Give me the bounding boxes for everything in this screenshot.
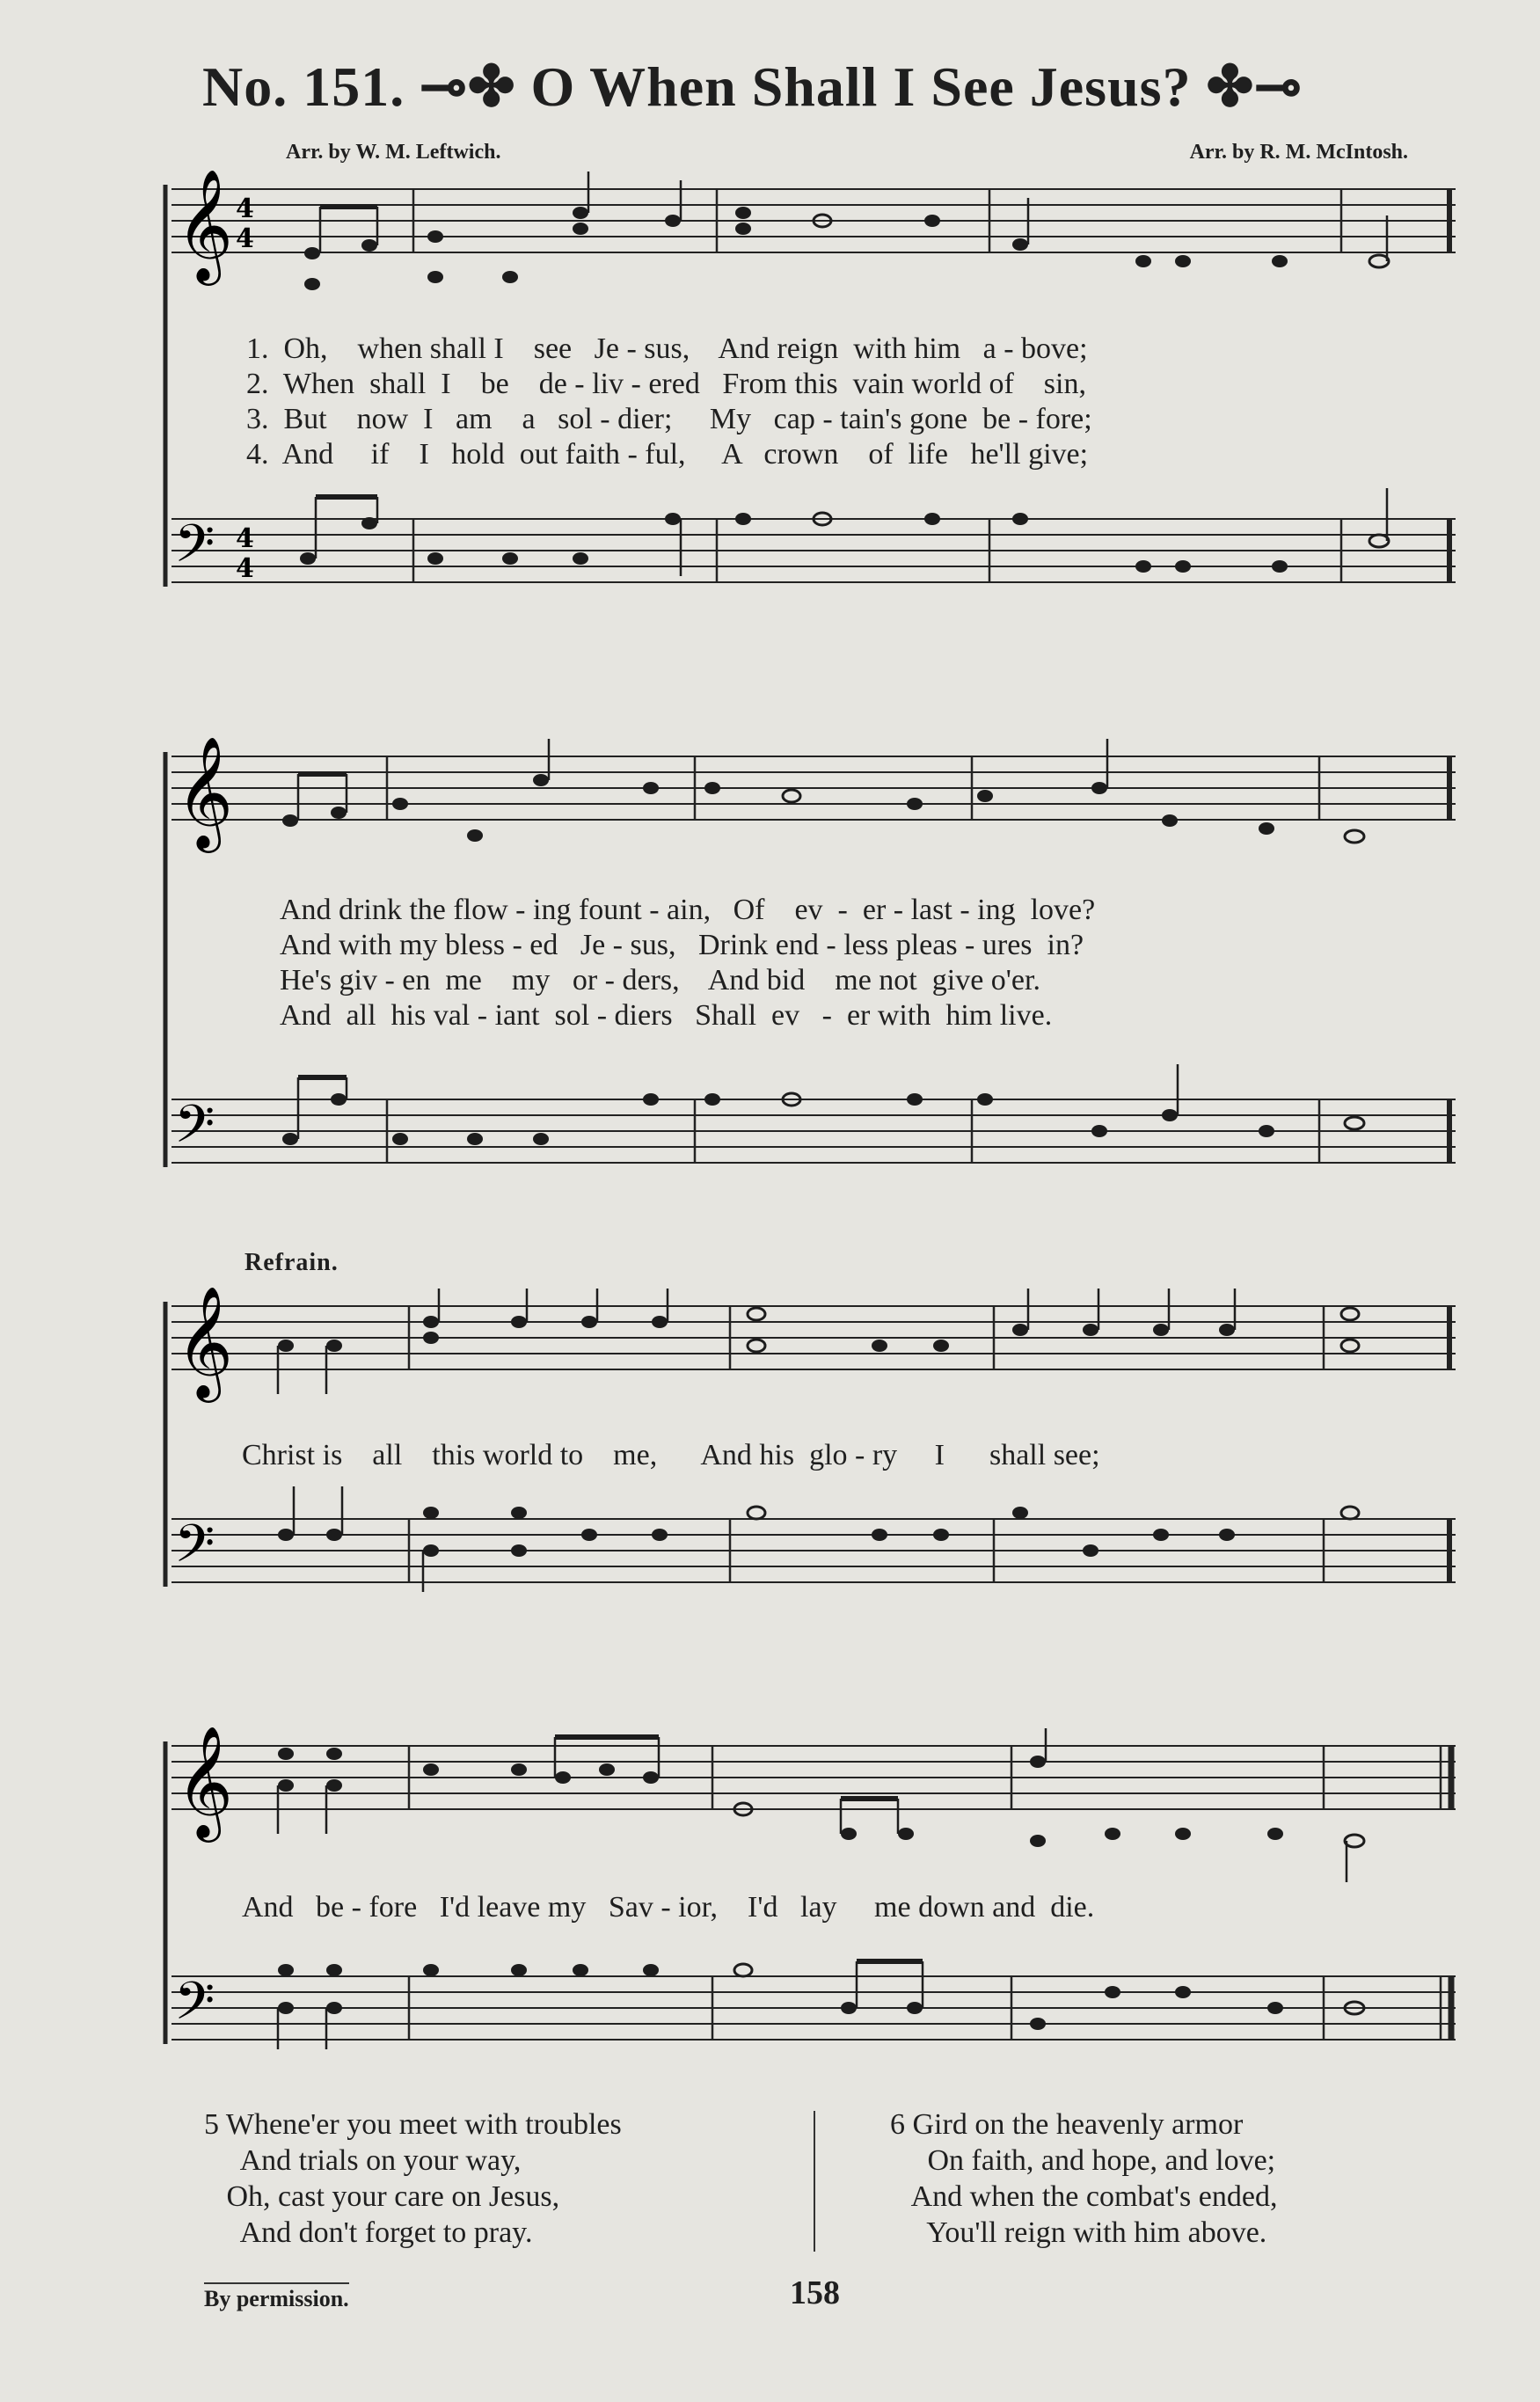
ornament-left: ⊸✤ [420,55,531,118]
treble-clef-icon: 𝄞 [176,168,234,281]
bass-clef-icon-2: 𝄢 [174,1093,215,1167]
bass-clef-icon: 𝄢 [174,513,215,587]
ornament-right: ✤⊸ [1206,55,1303,118]
bass-clef-icon-4: 𝄢 [174,1970,215,2044]
treble-staff-3 [172,1306,1456,1369]
verse-1-line-b: And drink the flow - ing fount - ain, Of ev - er - last - ing love? [280,894,1096,926]
refrain-label: Refrain. [245,1249,339,1276]
time-sig-bottom-bass: 4 [236,553,254,584]
bass-staff-3 [172,1519,1456,1582]
verse-1-line: 1. Oh, when shall I see Je - sus, And reign with him a - bove; [246,332,1088,365]
treble-staff-4 [172,1746,1456,1809]
stems-system-4 [278,1728,1347,2049]
verse-divider [814,2111,815,2252]
time-sig-top: 4 [236,193,254,224]
verse-2-line-b: And with my bless - ed Je - sus, Drink end - less pleas - ures in? [280,929,1084,961]
treble-staff-2 [172,756,1456,820]
bass-staff-4 [172,1976,1456,2040]
bass-staff-1 [172,519,1456,582]
verse-2-line: 2. When shall I be de - liv - ered From this vain world of sin, [246,368,1086,400]
hymn-title-text: O When Shall I See Jesus? [530,55,1192,118]
refrain-line-1: Christ is all this world to me, And his glo - ry I shall see; [242,1439,1100,1471]
verse-3-line: 3. But now I am a sol - dier; My cap - tain's gone be - fore; [246,403,1092,435]
extra-verse-5: 5 Whene'er you meet with troubles And trials on your way, Oh, cast your care on Jesus, And don't forget to pray. [204,2108,622,2249]
arranger-credit-right: Arr. by R. M. McIntosh. [1189,141,1408,164]
treble-clef-icon-2: 𝄞 [176,735,234,848]
hymn-number: No. 151. [202,55,405,118]
treble-clef-icon-4: 𝄞 [176,1725,234,1837]
hymn-title [202,55,1303,120]
verse-4-line: 4. And if I hold out faith - ful, A crown of life he'll give; [246,438,1089,471]
verse-3-line-b: He's giv - en me my or - ders, And bid me not give o'er. [280,964,1040,997]
verse-4-line-b: And all his val - iant sol - diers Shall ev - er with him live. [280,999,1053,1032]
page-number: 158 [790,2274,840,2311]
treble-clef-icon-3: 𝄞 [176,1285,234,1398]
time-sig-top-bass: 4 [236,523,254,554]
extra-verse-6: 6 Gird on the heavenly armor On faith, and hope, and love; And when the combat's ended, You'll reign with him above. [890,2108,1278,2249]
permission-note: By permission. [204,2282,349,2312]
bass-clef-icon-3: 𝄢 [174,1513,215,1587]
arranger-credit-left: Arr. by W. M. Leftwich. [286,141,501,164]
notes-system-4 [278,1748,1364,2030]
time-sig-bottom: 4 [236,223,254,254]
refrain-line-2: And be - fore I'd leave my Sav - ior, I'd lay me down and die. [242,1891,1095,1924]
